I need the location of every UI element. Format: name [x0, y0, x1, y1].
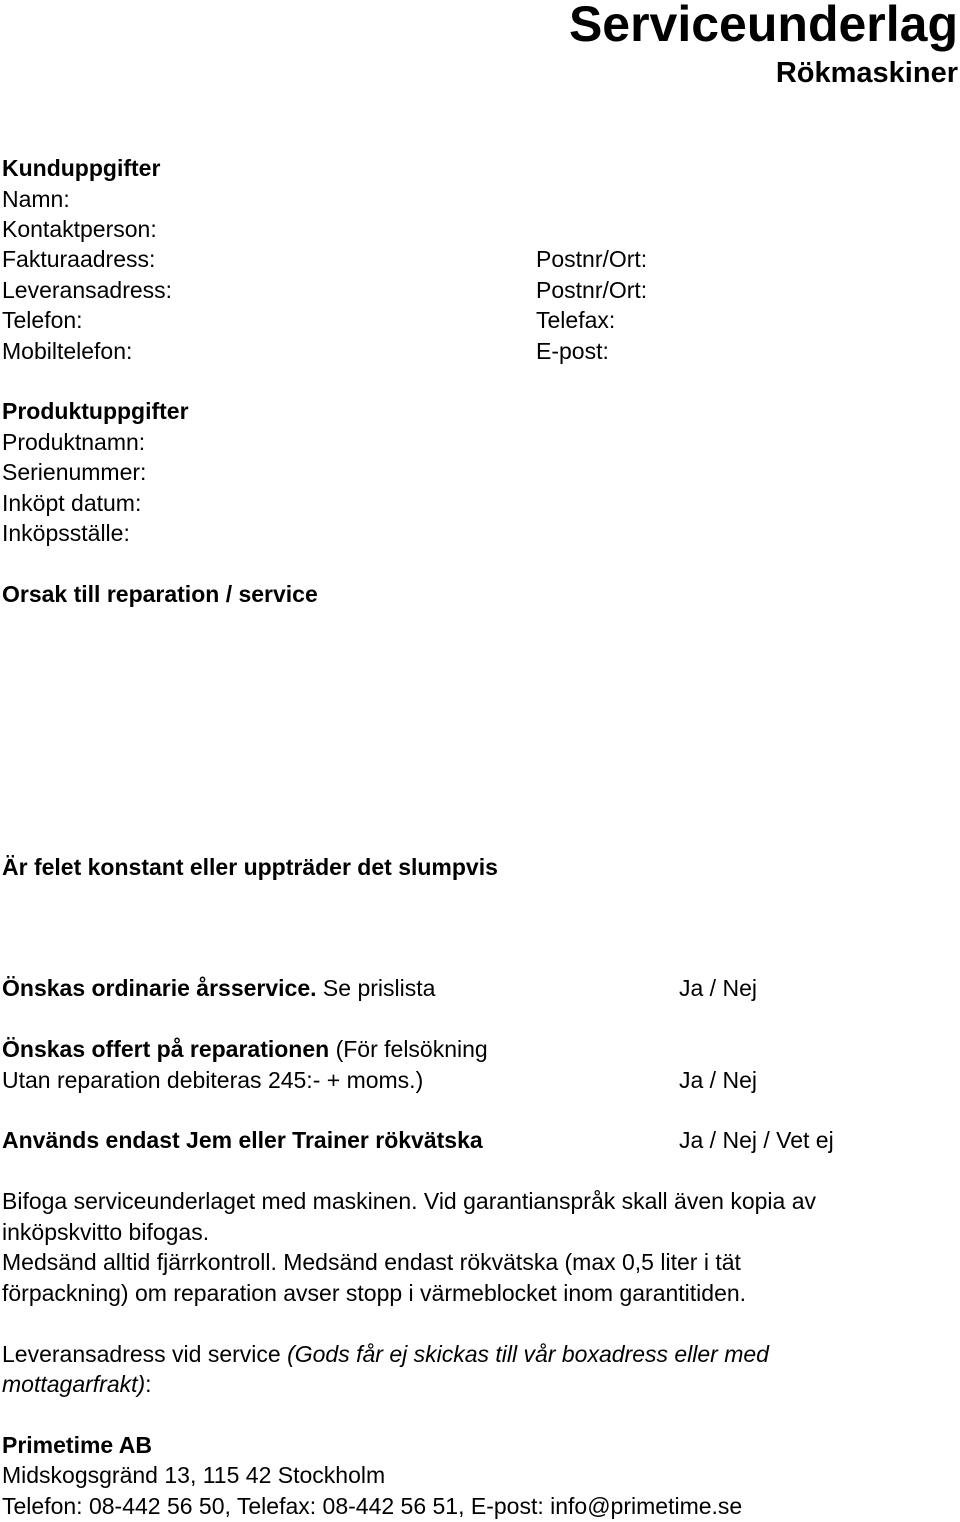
delivery-info-colon: : [145, 1371, 152, 1397]
product-heading: Produktuppgifter [2, 398, 189, 424]
customer-phone-label: Telefon: [2, 307, 83, 333]
customer-postcode-label: Postnr/Ort: [536, 246, 648, 272]
annual-service-question-rest: Se prislista [316, 975, 436, 1001]
offer-answer: Ja / Nej [679, 1067, 757, 1093]
customer-billing-address-label: Fakturaadress: [2, 246, 156, 272]
annual-service-answer: Ja / Nej [679, 975, 757, 1001]
product-name-label: Produktnamn: [2, 429, 146, 455]
offer-question-rest: (För felsökning [329, 1036, 488, 1062]
delivery-info-label: Leveransadress vid service [2, 1341, 288, 1367]
fluid-question: Används endast Jem eller Trainer rökvätska [2, 1127, 483, 1153]
fluid-answer: Ja / Nej / Vet ej [679, 1127, 834, 1153]
reason-heading: Orsak till reparation / service [2, 581, 318, 607]
customer-contact-label: Kontaktperson: [2, 216, 157, 242]
delivery-info [2, 1339, 769, 1369]
company-contact: Telefon: 08-442 56 50, Telefax: 08-442 56 51, E-post: info@primetime.se [2, 1493, 743, 1519]
product-purchase-date-label: Inköpt datum: [2, 490, 142, 516]
customer-name-label: Namn: [2, 186, 70, 212]
note-line: Medsänd alltid fjärrkontroll. Medsänd endast rökvätska (max 0,5 liter i tät [2, 1249, 741, 1275]
offer-question [2, 1034, 488, 1064]
company-address: Midskogsgränd 13, 115 42 Stockholm [2, 1462, 386, 1488]
delivery-info-note: (Gods får ej skickas till vår boxadress eller med [287, 1341, 769, 1367]
customer-postcode-label: Postnr/Ort: [536, 277, 648, 303]
customer-delivery-address-label: Leveransadress: [2, 277, 173, 303]
delivery-info-line2 [2, 1369, 152, 1399]
customer-email-label: E-post: [536, 338, 609, 364]
product-serial-label: Serienummer: [2, 459, 147, 485]
note-line: förpackning) om reparation avser stopp i värmeblocket inom garantitiden. [2, 1280, 747, 1306]
customer-mobile-label: Mobiltelefon: [2, 338, 133, 364]
annual-service-question [2, 973, 435, 1003]
customer-fax-label: Telefax: [536, 307, 616, 333]
offer-question-bold: Önskas offert på reparationen [2, 1036, 330, 1062]
customer-heading: Kunduppgifter [2, 155, 161, 181]
note-line: Bifoga serviceunderlaget med maskinen. Vid garantianspråk skall även kopia av [2, 1188, 816, 1214]
note-line: inköpskvitto bifogas. [2, 1219, 210, 1245]
company-name: Primetime AB [2, 1432, 152, 1458]
delivery-info-note-continued: mottagarfrakt) [2, 1371, 146, 1397]
fault-heading: Är felet konstant eller uppträder det slumpvis [2, 854, 498, 880]
offer-question-line2: Utan reparation debiteras 245:- + moms.) [2, 1067, 424, 1093]
page-title: Serviceunderlag [568, 0, 958, 52]
page-subtitle: Rökmaskiner [775, 57, 958, 89]
annual-service-question-bold: Önskas ordinarie årsservice. [2, 975, 317, 1001]
product-place-label: Inköpsställe: [2, 520, 130, 546]
